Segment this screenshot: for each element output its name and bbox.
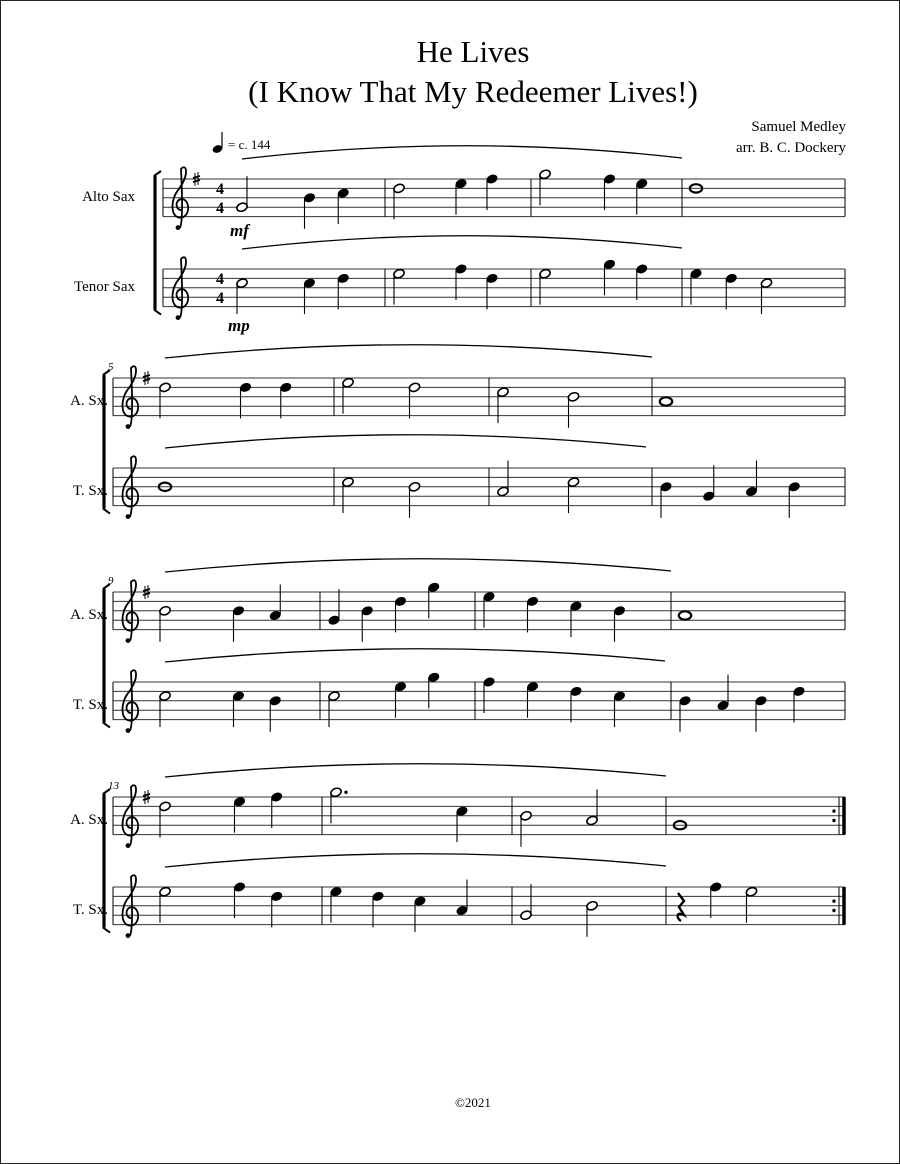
note bbox=[394, 596, 407, 633]
note bbox=[232, 605, 245, 642]
note bbox=[526, 596, 539, 633]
measure-number: 5 bbox=[108, 361, 114, 373]
note bbox=[303, 192, 316, 229]
note bbox=[793, 686, 806, 723]
note bbox=[717, 675, 730, 712]
note bbox=[570, 601, 583, 638]
repeat-dot bbox=[832, 809, 835, 812]
alto-staff bbox=[113, 580, 845, 643]
note bbox=[455, 178, 468, 215]
title-line-1: He Lives bbox=[416, 34, 530, 69]
phrase-slur bbox=[242, 146, 682, 159]
instrument-label-tenor: Tenor Sax bbox=[73, 279, 135, 295]
copyright-notice: ©2021 bbox=[455, 1095, 491, 1110]
title-line-2: (I Know That My Redeemer Lives!) bbox=[248, 74, 698, 109]
note bbox=[342, 477, 355, 514]
note bbox=[603, 173, 616, 210]
note bbox=[279, 382, 292, 419]
instrument-label-tenor: T. Sx. bbox=[72, 902, 108, 918]
note bbox=[613, 605, 626, 642]
quarter-rest-icon bbox=[678, 893, 684, 921]
note bbox=[414, 896, 427, 933]
time-signature-top: 4 bbox=[216, 271, 224, 288]
note bbox=[408, 382, 421, 419]
note bbox=[660, 397, 672, 405]
note bbox=[455, 263, 468, 300]
dynamic-marking-alto: mf bbox=[230, 221, 249, 240]
phrase-slur bbox=[165, 854, 666, 867]
note bbox=[239, 382, 252, 419]
note bbox=[520, 884, 533, 921]
instrument-label-tenor: T. Sx. bbox=[72, 697, 108, 713]
alto-staff bbox=[163, 167, 845, 230]
note bbox=[337, 273, 350, 310]
measure-number: 9 bbox=[108, 575, 114, 587]
note bbox=[269, 585, 282, 622]
note bbox=[236, 278, 249, 315]
note bbox=[270, 891, 283, 928]
note bbox=[745, 461, 758, 498]
instrument-label-alto: A. Sx. bbox=[70, 812, 108, 828]
note bbox=[337, 188, 350, 225]
note bbox=[330, 886, 343, 923]
note bbox=[159, 886, 172, 923]
note bbox=[393, 183, 406, 220]
note bbox=[303, 278, 316, 315]
note bbox=[159, 691, 172, 728]
repeat-dot bbox=[832, 909, 835, 912]
note bbox=[725, 273, 738, 310]
note bbox=[679, 611, 691, 619]
note bbox=[539, 169, 552, 206]
phrase-slur bbox=[165, 435, 646, 448]
time-signature-top: 4 bbox=[216, 181, 224, 198]
alto-staff bbox=[113, 785, 845, 848]
note bbox=[755, 695, 768, 732]
note bbox=[394, 681, 407, 718]
instrument-label-alto: A. Sx. bbox=[70, 393, 108, 409]
note bbox=[526, 681, 539, 718]
note bbox=[678, 893, 684, 921]
note bbox=[586, 790, 599, 827]
note bbox=[328, 589, 341, 626]
note bbox=[709, 881, 722, 918]
composer-credit: Samuel Medley bbox=[751, 119, 846, 135]
time-signature-bottom: 4 bbox=[216, 290, 224, 307]
tenor-staff bbox=[113, 456, 845, 519]
note bbox=[586, 900, 599, 937]
note bbox=[330, 787, 348, 824]
phrase-slur bbox=[165, 649, 665, 662]
note bbox=[232, 691, 245, 728]
phrase-slur bbox=[165, 345, 652, 358]
note bbox=[233, 796, 246, 833]
note bbox=[635, 178, 648, 215]
note bbox=[233, 881, 246, 918]
tenor-staff bbox=[113, 875, 845, 938]
note bbox=[393, 268, 406, 305]
note bbox=[486, 273, 499, 310]
note bbox=[342, 377, 355, 414]
note bbox=[159, 801, 172, 838]
instrument-label-alto: A. Sx. bbox=[70, 607, 108, 623]
note bbox=[269, 695, 282, 732]
note bbox=[456, 806, 469, 843]
note bbox=[408, 481, 421, 518]
note bbox=[567, 477, 580, 514]
dynamic-marking-tenor: mp bbox=[228, 316, 250, 335]
note bbox=[539, 268, 552, 305]
tenor-staff bbox=[163, 257, 845, 320]
instrument-label-tenor: T. Sx. bbox=[72, 483, 108, 499]
note bbox=[745, 886, 758, 923]
note bbox=[159, 605, 172, 642]
alto-staff bbox=[113, 366, 845, 429]
note bbox=[361, 605, 374, 642]
note bbox=[660, 481, 673, 518]
note bbox=[159, 382, 172, 419]
note bbox=[760, 278, 773, 315]
measure-number: 13 bbox=[108, 780, 119, 792]
note bbox=[788, 481, 801, 518]
note bbox=[456, 880, 469, 917]
note bbox=[270, 791, 283, 828]
repeat-dot bbox=[832, 899, 835, 902]
note bbox=[328, 691, 341, 728]
phrase-slur bbox=[165, 764, 666, 777]
note bbox=[483, 591, 496, 628]
instrument-label-alto: Alto Sax bbox=[82, 189, 135, 205]
arranger-credit: arr. B. C. Dockery bbox=[736, 140, 846, 156]
note bbox=[427, 582, 440, 619]
system-bracket bbox=[154, 171, 161, 315]
note bbox=[690, 268, 703, 305]
note bbox=[483, 676, 496, 713]
note bbox=[427, 672, 440, 709]
note bbox=[520, 810, 533, 847]
note bbox=[372, 891, 385, 928]
note bbox=[679, 695, 692, 732]
phrase-slur bbox=[242, 236, 682, 249]
note bbox=[702, 465, 715, 502]
note bbox=[635, 263, 648, 300]
note bbox=[570, 686, 583, 723]
note bbox=[603, 259, 616, 296]
note bbox=[497, 387, 510, 424]
note bbox=[497, 461, 510, 498]
repeat-dot bbox=[832, 819, 835, 822]
phrase-slur bbox=[165, 559, 671, 572]
note bbox=[236, 176, 249, 213]
tempo-text: = c. 144 bbox=[228, 137, 271, 152]
note bbox=[613, 691, 626, 728]
note bbox=[567, 391, 580, 428]
tenor-staff bbox=[113, 670, 845, 733]
time-signature-bottom: 4 bbox=[216, 200, 224, 217]
note bbox=[486, 173, 499, 210]
